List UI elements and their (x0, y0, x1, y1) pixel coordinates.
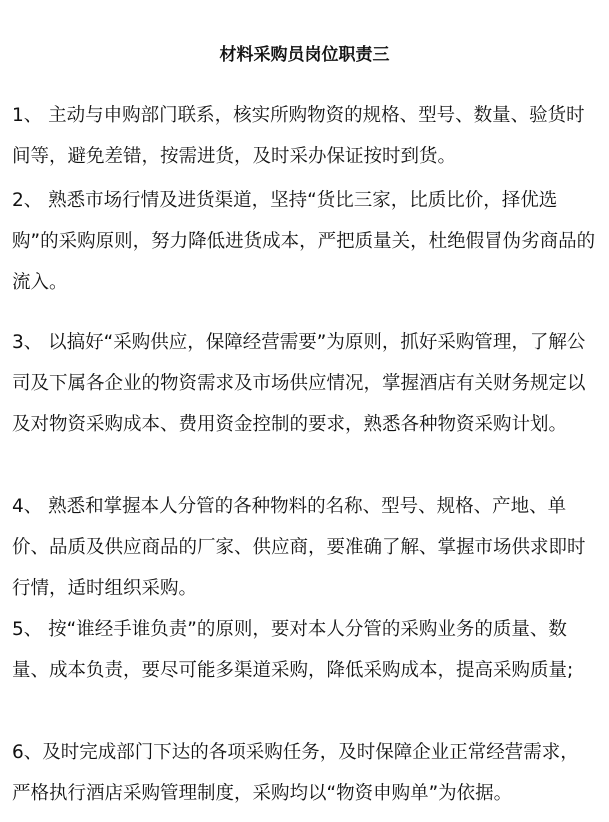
paragraph-1: 1、 主动与申购部门联系，核实所购物资的规格、型号、数量、验货时间等，避免差错，按需进货，及时采办保证按时到货。 (12, 105, 585, 167)
paragraph-2: 2、 熟悉市场行情及进货渠道，坚持“货比三家，比质比价，择优选购”的采购原则，努力降低进货成本，严把质量关，杜绝假冒伪劣商品的流入。 (12, 190, 596, 293)
paragraph-5: 5、 按“谁经手谁负责”的原则，要对本人分管的采购业务的质量、数量、成本负责，要尽可能多渠道采购，降低采购成本，提高采购质量; (12, 619, 574, 681)
document-title: 材料采购员岗位职责三 (219, 45, 390, 65)
paragraph-3: 3、 以搞好“采购供应，保障经营需要”为原则，抓好采购管理，了解公司及下属各企业的物资需求及市场供应情况，掌握酒店有关财务规定以及对物资采购成本、费用资金控制的要求，熟悉各种物资采购计划。 (12, 332, 586, 435)
paragraph-6: 6、及时完成部门下达的各项采购任务，及时保障企业正常经营需求，严格执行酒店采购管理制度，采购均以“物资申购单”为依据。 (12, 742, 579, 804)
paragraph-4: 4、 熟悉和掌握本人分管的各种物料的名称、型号、规格、产地、单价、品质及供应商品的厂家、供应商，要准确了解、掌握市场供求即时行情，适时组织采购。 (12, 496, 586, 599)
